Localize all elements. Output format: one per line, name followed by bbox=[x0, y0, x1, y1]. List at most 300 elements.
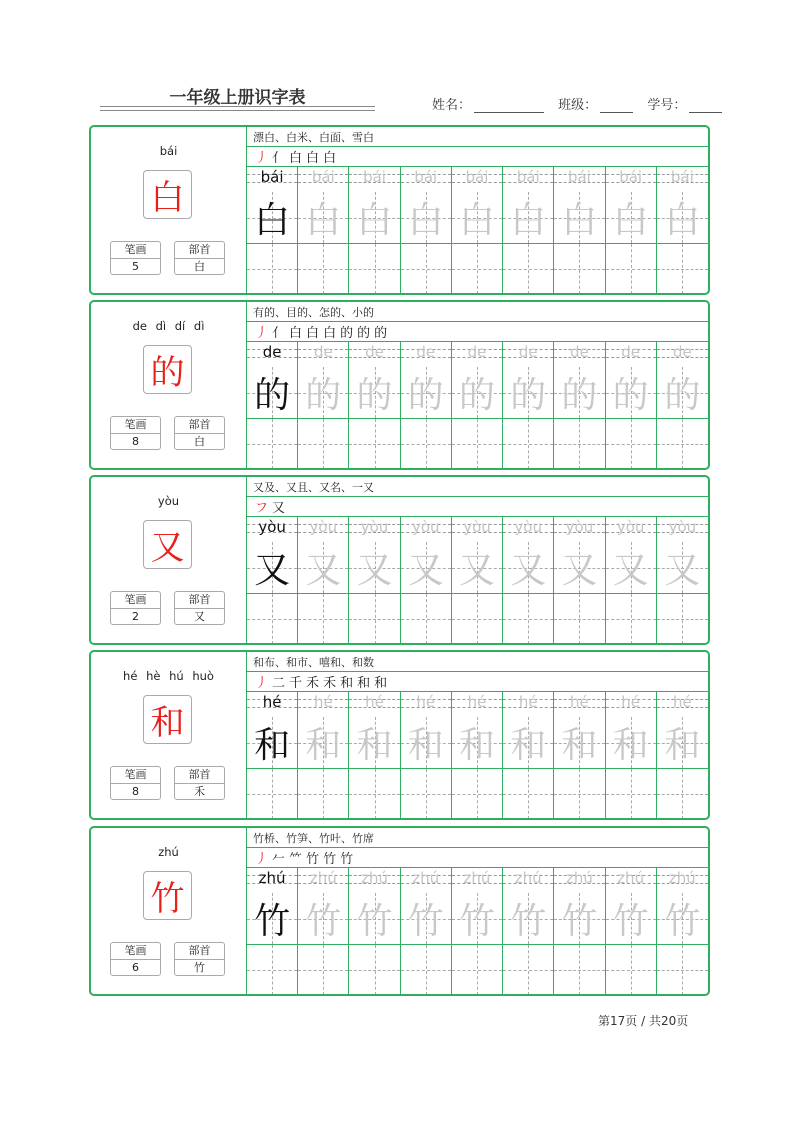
pinyin-cell[interactable] bbox=[657, 341, 708, 366]
practice-panel bbox=[247, 302, 708, 468]
radical-value: 禾 bbox=[194, 785, 205, 798]
pinyin-cell[interactable] bbox=[606, 867, 656, 892]
writing-grid bbox=[247, 166, 708, 294]
grid-column bbox=[349, 341, 400, 469]
tianzige-empty-cell[interactable] bbox=[452, 944, 502, 995]
radical-box bbox=[174, 942, 225, 976]
pinyin-text: zhú bbox=[617, 869, 645, 887]
radical-box bbox=[174, 416, 225, 450]
card-info-panel bbox=[91, 828, 247, 994]
tianzige-empty-cell[interactable] bbox=[554, 243, 604, 294]
tianzige-cell[interactable] bbox=[657, 893, 708, 944]
tianzige-empty-cell[interactable] bbox=[247, 418, 297, 469]
pinyin-cell[interactable] bbox=[452, 166, 502, 191]
tianzige-cell[interactable] bbox=[606, 192, 656, 243]
tianzige-cell[interactable] bbox=[401, 192, 451, 243]
tianzige-cell[interactable] bbox=[401, 542, 451, 593]
pinyin-cell[interactable] bbox=[606, 166, 656, 191]
tianzige-cell[interactable] bbox=[452, 893, 502, 944]
pinyin-cell[interactable] bbox=[606, 341, 656, 366]
pinyin-text: yòu bbox=[668, 518, 697, 536]
class-field[interactable] bbox=[558, 94, 633, 113]
stroke-count-value: 8 bbox=[132, 435, 139, 448]
char-card-3 bbox=[89, 650, 710, 820]
card-info-panel bbox=[91, 127, 247, 293]
grid-column bbox=[349, 867, 400, 995]
stroke-count-label: 笔画 bbox=[111, 242, 160, 259]
grid-column bbox=[452, 516, 503, 644]
stroke-step: 白 bbox=[306, 326, 320, 341]
example-words: 有的、目的、怎的、小的 bbox=[253, 306, 374, 319]
pinyin-text: de bbox=[365, 343, 384, 361]
tianzige-empty-cell[interactable] bbox=[349, 418, 399, 469]
radical-label: 部首 bbox=[175, 242, 224, 259]
stroke-order-row bbox=[255, 849, 353, 866]
tianzige-empty-cell[interactable] bbox=[554, 768, 604, 819]
stroke-step: 又 bbox=[272, 501, 286, 516]
pinyin-cell[interactable] bbox=[247, 516, 297, 541]
trace-character: 的 bbox=[510, 375, 547, 416]
tianzige-empty-cell[interactable] bbox=[554, 944, 604, 995]
char-pinyin-readings: yòu bbox=[157, 494, 180, 508]
tianzige-cell[interactable] bbox=[401, 717, 451, 768]
grid-column bbox=[657, 691, 708, 819]
main-character: 又 bbox=[143, 520, 192, 569]
radical-label: 部首 bbox=[175, 592, 224, 609]
stroke-order-row bbox=[255, 498, 285, 515]
tianzige-cell[interactable] bbox=[452, 717, 502, 768]
stroke-step: 丿 bbox=[255, 326, 269, 341]
tianzige-empty-cell[interactable] bbox=[606, 768, 656, 819]
trace-character: 竹 bbox=[407, 901, 444, 942]
pinyin-text: de bbox=[570, 343, 589, 361]
stroke-step: 的 bbox=[374, 326, 388, 341]
pinyin-text: zhú bbox=[412, 869, 440, 887]
char-card-2 bbox=[89, 475, 710, 645]
trace-character: 的 bbox=[305, 375, 342, 416]
page-title: 一年级上册识字表 bbox=[169, 88, 306, 108]
radical-value: 竹 bbox=[194, 961, 205, 974]
tianzige-empty-cell[interactable] bbox=[606, 944, 656, 995]
grid-column bbox=[298, 516, 349, 644]
pinyin-text: zhú bbox=[361, 869, 388, 887]
tianzige-cell[interactable] bbox=[554, 542, 604, 593]
stroke-step: 和 bbox=[357, 676, 371, 691]
tianzige-cell[interactable] bbox=[554, 893, 604, 944]
pinyin-cell[interactable] bbox=[349, 691, 399, 716]
stroke-step: 禾 bbox=[306, 676, 320, 691]
stroke-count-value: 6 bbox=[132, 961, 139, 974]
tianzige-cell[interactable] bbox=[298, 542, 348, 593]
tianzige-cell[interactable] bbox=[657, 542, 708, 593]
pinyin-cell[interactable] bbox=[503, 691, 553, 716]
radical-value: 又 bbox=[194, 610, 205, 623]
grid-column bbox=[606, 166, 657, 294]
practice-panel bbox=[247, 127, 708, 293]
trace-character: 又 bbox=[561, 550, 598, 591]
tianzige-empty-cell[interactable] bbox=[247, 593, 297, 644]
tianzige-cell[interactable] bbox=[503, 717, 553, 768]
stroke-step: 丿 bbox=[255, 852, 269, 867]
tianzige-cell[interactable] bbox=[247, 717, 297, 768]
writing-grid bbox=[247, 691, 708, 819]
stroke-step: 亻 bbox=[272, 326, 286, 341]
grid-column bbox=[401, 691, 452, 819]
char-card-0 bbox=[89, 125, 710, 295]
tianzige-empty-cell[interactable] bbox=[503, 243, 553, 294]
pinyin-text: zhú bbox=[514, 869, 542, 887]
pinyin-text: zhú bbox=[668, 869, 696, 887]
grid-column bbox=[401, 166, 452, 294]
tianzige-cell[interactable] bbox=[657, 367, 708, 418]
trace-character: 又 bbox=[510, 550, 547, 591]
trace-character: 的 bbox=[356, 375, 393, 416]
stroke-step: 和 bbox=[340, 676, 354, 691]
pinyin-cell[interactable] bbox=[349, 166, 399, 191]
pinyin-text: hé bbox=[570, 693, 589, 711]
example-words: 又及、又且、又名、一又 bbox=[253, 481, 374, 494]
pinyin-cell[interactable] bbox=[298, 516, 348, 541]
grid-column bbox=[247, 867, 298, 995]
tianzige-empty-cell[interactable] bbox=[298, 768, 348, 819]
grid-column bbox=[247, 166, 298, 294]
number-blank[interactable] bbox=[689, 99, 722, 113]
stroke-step: 白 bbox=[323, 151, 337, 166]
pinyin-cell[interactable] bbox=[401, 516, 451, 541]
main-character: 的 bbox=[143, 345, 192, 394]
grid-column bbox=[554, 341, 605, 469]
pinyin-cell[interactable] bbox=[503, 867, 553, 892]
tianzige-cell[interactable] bbox=[247, 367, 297, 418]
tianzige-cell[interactable] bbox=[606, 893, 656, 944]
pinyin-text: hé bbox=[621, 693, 641, 711]
grid-column bbox=[452, 691, 503, 819]
trace-character: 又 bbox=[254, 550, 291, 591]
tianzige-empty-cell[interactable] bbox=[554, 593, 604, 644]
pinyin-cell[interactable] bbox=[554, 516, 604, 541]
trace-character: 白 bbox=[510, 200, 547, 241]
tianzige-empty-cell[interactable] bbox=[503, 768, 553, 819]
tianzige-empty-cell[interactable] bbox=[452, 418, 502, 469]
char-pinyin-readings: hé hè hú huò bbox=[123, 669, 214, 683]
grid-column bbox=[554, 516, 605, 644]
tianzige-cell[interactable] bbox=[503, 542, 553, 593]
pinyin-cell[interactable] bbox=[298, 867, 348, 892]
example-words: 漂白、白米、白面、雪白 bbox=[253, 131, 374, 144]
pinyin-text: yòu bbox=[463, 518, 491, 536]
tianzige-empty-cell[interactable] bbox=[247, 243, 297, 294]
pinyin-cell[interactable] bbox=[298, 166, 348, 191]
pinyin-cell[interactable] bbox=[657, 516, 708, 541]
trace-character: 和 bbox=[612, 725, 649, 766]
trace-character: 竹 bbox=[664, 901, 701, 942]
stroke-step: 禾 bbox=[323, 676, 337, 691]
tianzige-empty-cell[interactable] bbox=[401, 593, 451, 644]
tianzige-empty-cell[interactable] bbox=[349, 944, 399, 995]
pinyin-cell[interactable] bbox=[606, 691, 656, 716]
tianzige-cell[interactable] bbox=[606, 367, 656, 418]
trace-character: 又 bbox=[664, 550, 701, 591]
trace-character: 又 bbox=[458, 550, 495, 591]
practice-panel bbox=[247, 828, 708, 994]
name-label: 姓名： bbox=[432, 98, 472, 113]
pinyin-text: zhú bbox=[565, 869, 593, 887]
radical-box bbox=[174, 591, 225, 625]
tianzige-cell[interactable] bbox=[298, 192, 348, 243]
pinyin-cell[interactable] bbox=[452, 691, 502, 716]
pinyin-text: bái bbox=[619, 168, 643, 186]
stroke-order-row bbox=[255, 673, 387, 690]
trace-character: 竹 bbox=[305, 901, 342, 942]
pinyin-text: hé bbox=[313, 693, 333, 711]
stroke-step: 的 bbox=[357, 326, 371, 341]
pinyin-text: hé bbox=[416, 693, 436, 711]
pinyin-cell[interactable] bbox=[401, 867, 451, 892]
tianzige-empty-cell[interactable] bbox=[401, 768, 451, 819]
grid-column bbox=[349, 166, 400, 294]
stroke-count-value: 5 bbox=[132, 260, 139, 273]
radical-label: 部首 bbox=[175, 417, 224, 434]
pinyin-text: yòu bbox=[411, 518, 440, 536]
tianzige-cell[interactable] bbox=[298, 893, 348, 944]
stroke-step: フ bbox=[255, 501, 269, 516]
grid-column bbox=[657, 341, 708, 469]
stroke-count-label: 笔画 bbox=[111, 592, 160, 609]
pinyin-cell[interactable] bbox=[503, 166, 553, 191]
tianzige-cell[interactable] bbox=[452, 542, 502, 593]
pinyin-cell[interactable] bbox=[247, 867, 297, 892]
trace-character: 竹 bbox=[561, 901, 598, 942]
pinyin-cell[interactable] bbox=[554, 166, 604, 191]
pinyin-cell[interactable] bbox=[349, 867, 399, 892]
pinyin-cell[interactable] bbox=[452, 341, 502, 366]
tianzige-empty-cell[interactable] bbox=[452, 593, 502, 644]
grid-column bbox=[503, 867, 554, 995]
tianzige-empty-cell[interactable] bbox=[452, 768, 502, 819]
grid-column bbox=[247, 341, 298, 469]
trace-character: 和 bbox=[254, 725, 291, 766]
pinyin-text: de bbox=[672, 343, 692, 361]
tianzige-cell[interactable] bbox=[349, 717, 399, 768]
tianzige-cell[interactable] bbox=[298, 367, 348, 418]
title-rule-bottom bbox=[100, 110, 375, 111]
pinyin-cell[interactable] bbox=[247, 691, 297, 716]
pinyin-cell[interactable] bbox=[452, 867, 502, 892]
tianzige-empty-cell[interactable] bbox=[401, 243, 451, 294]
trace-character: 和 bbox=[561, 725, 598, 766]
pinyin-text: hé bbox=[467, 693, 487, 711]
pinyin-text: hé bbox=[672, 693, 692, 711]
tianzige-cell[interactable] bbox=[554, 367, 604, 418]
card-info-panel bbox=[91, 302, 247, 468]
stroke-step: 白 bbox=[323, 326, 337, 341]
pinyin-cell[interactable] bbox=[349, 341, 399, 366]
tianzige-empty-cell[interactable] bbox=[298, 243, 348, 294]
stroke-step: 和 bbox=[374, 676, 388, 691]
tianzige-empty-cell[interactable] bbox=[349, 768, 399, 819]
grid-column bbox=[401, 867, 452, 995]
number-field[interactable] bbox=[647, 94, 722, 113]
trace-character: 又 bbox=[356, 550, 393, 591]
tianzige-cell[interactable] bbox=[657, 717, 708, 768]
grid-column bbox=[503, 516, 554, 644]
name-blank[interactable] bbox=[474, 99, 544, 113]
pinyin-cell[interactable] bbox=[554, 341, 604, 366]
tianzige-empty-cell[interactable] bbox=[657, 768, 708, 819]
tianzige-cell[interactable] bbox=[554, 717, 604, 768]
writing-grid bbox=[247, 867, 708, 995]
tianzige-cell[interactable] bbox=[247, 893, 297, 944]
pinyin-cell[interactable] bbox=[554, 691, 604, 716]
tianzige-cell[interactable] bbox=[503, 893, 553, 944]
char-pinyin-readings: zhú bbox=[158, 845, 179, 859]
tianzige-empty-cell[interactable] bbox=[657, 593, 708, 644]
grid-column bbox=[554, 691, 605, 819]
tianzige-empty-cell[interactable] bbox=[298, 418, 348, 469]
tianzige-cell[interactable] bbox=[349, 893, 399, 944]
trace-character: 又 bbox=[305, 550, 342, 591]
tianzige-cell[interactable] bbox=[349, 542, 399, 593]
trace-character: 的 bbox=[458, 375, 495, 416]
trace-character: 白 bbox=[407, 200, 444, 241]
pinyin-text: bái bbox=[567, 168, 591, 186]
tianzige-cell[interactable] bbox=[657, 192, 708, 243]
grid-column bbox=[298, 341, 349, 469]
trace-character: 竹 bbox=[612, 901, 649, 942]
tianzige-cell[interactable] bbox=[503, 192, 553, 243]
tianzige-empty-cell[interactable] bbox=[657, 243, 708, 294]
pinyin-text: bái bbox=[670, 168, 694, 186]
pinyin-text: yòu bbox=[514, 518, 542, 536]
pinyin-cell[interactable] bbox=[349, 516, 399, 541]
trace-character: 白 bbox=[664, 200, 701, 241]
name-field[interactable] bbox=[432, 94, 544, 113]
tianzige-empty-cell[interactable] bbox=[606, 593, 656, 644]
tianzige-empty-cell[interactable] bbox=[606, 243, 656, 294]
trace-character: 的 bbox=[561, 375, 598, 416]
trace-character: 白 bbox=[458, 200, 495, 241]
main-character: 白 bbox=[143, 170, 192, 219]
tianzige-empty-cell[interactable] bbox=[554, 418, 604, 469]
trace-character: 白 bbox=[356, 200, 393, 241]
pinyin-cell[interactable] bbox=[298, 341, 348, 366]
stroke-count-box bbox=[110, 591, 161, 625]
pinyin-cell[interactable] bbox=[606, 516, 656, 541]
tianzige-empty-cell[interactable] bbox=[401, 418, 451, 469]
pinyin-cell[interactable] bbox=[247, 166, 297, 191]
practice-panel bbox=[247, 652, 708, 818]
tianzige-empty-cell[interactable] bbox=[503, 593, 553, 644]
pinyin-cell[interactable] bbox=[298, 691, 348, 716]
class-blank[interactable] bbox=[600, 99, 633, 113]
number-label: 学号： bbox=[647, 98, 687, 113]
tianzige-empty-cell[interactable] bbox=[401, 944, 451, 995]
tianzige-cell[interactable] bbox=[349, 192, 399, 243]
tianzige-cell[interactable] bbox=[298, 717, 348, 768]
pinyin-cell[interactable] bbox=[452, 516, 502, 541]
tianzige-empty-cell[interactable] bbox=[298, 944, 348, 995]
trace-character: 和 bbox=[458, 725, 495, 766]
tianzige-empty-cell[interactable] bbox=[503, 944, 553, 995]
pinyin-cell[interactable] bbox=[401, 341, 451, 366]
tianzige-empty-cell[interactable] bbox=[247, 768, 297, 819]
stroke-step: 丿 bbox=[255, 676, 269, 691]
stroke-count-label: 笔画 bbox=[111, 943, 160, 960]
tianzige-cell[interactable] bbox=[247, 542, 297, 593]
grid-column bbox=[452, 867, 503, 995]
trace-character: 的 bbox=[407, 375, 444, 416]
char-pinyin-readings: de dì dí dì bbox=[132, 319, 205, 333]
stroke-order-row bbox=[255, 323, 387, 340]
stroke-order-row bbox=[255, 148, 336, 165]
tianzige-cell[interactable] bbox=[452, 192, 502, 243]
tianzige-cell[interactable] bbox=[401, 893, 451, 944]
tianzige-empty-cell[interactable] bbox=[349, 593, 399, 644]
pinyin-text: yòu bbox=[258, 518, 286, 536]
tianzige-cell[interactable] bbox=[247, 192, 297, 243]
tianzige-empty-cell[interactable] bbox=[298, 593, 348, 644]
tianzige-cell[interactable] bbox=[349, 367, 399, 418]
tianzige-empty-cell[interactable] bbox=[452, 243, 502, 294]
tianzige-cell[interactable] bbox=[606, 542, 656, 593]
pinyin-cell[interactable] bbox=[401, 691, 451, 716]
pinyin-text: bái bbox=[414, 168, 438, 186]
stroke-step: 竹 bbox=[323, 852, 337, 867]
tianzige-empty-cell[interactable] bbox=[503, 418, 553, 469]
grid-column bbox=[349, 691, 400, 819]
pinyin-cell[interactable] bbox=[503, 341, 553, 366]
tianzige-cell[interactable] bbox=[503, 367, 553, 418]
char-card-1 bbox=[89, 300, 710, 470]
trace-character: 竹 bbox=[356, 901, 393, 942]
trace-character: 白 bbox=[612, 200, 649, 241]
grid-column bbox=[503, 691, 554, 819]
trace-character: 白 bbox=[305, 200, 342, 241]
grid-column bbox=[247, 516, 298, 644]
pinyin-cell[interactable] bbox=[554, 867, 604, 892]
pinyin-cell[interactable] bbox=[657, 691, 708, 716]
trace-character: 白 bbox=[254, 200, 291, 241]
tianzige-empty-cell[interactable] bbox=[606, 418, 656, 469]
trace-character: 的 bbox=[612, 375, 649, 416]
pinyin-cell[interactable] bbox=[657, 867, 708, 892]
pinyin-text: hé bbox=[365, 693, 384, 711]
tianzige-cell[interactable] bbox=[554, 192, 604, 243]
tianzige-cell[interactable] bbox=[401, 367, 451, 418]
pinyin-cell[interactable] bbox=[401, 166, 451, 191]
tianzige-cell[interactable] bbox=[606, 717, 656, 768]
writing-grid bbox=[247, 516, 708, 644]
tianzige-empty-cell[interactable] bbox=[657, 418, 708, 469]
pinyin-cell[interactable] bbox=[247, 341, 297, 366]
title-rule-top bbox=[100, 106, 375, 107]
tianzige-cell[interactable] bbox=[452, 367, 502, 418]
stroke-step: 白 bbox=[306, 151, 320, 166]
card-info-panel bbox=[91, 477, 247, 643]
pinyin-text: yòu bbox=[360, 518, 389, 536]
trace-character: 和 bbox=[305, 725, 342, 766]
tianzige-empty-cell[interactable] bbox=[247, 944, 297, 995]
tianzige-empty-cell[interactable] bbox=[657, 944, 708, 995]
pinyin-cell[interactable] bbox=[503, 516, 553, 541]
grid-column bbox=[247, 691, 298, 819]
example-words: 和布、和市、嘻和、和数 bbox=[253, 656, 374, 669]
tianzige-empty-cell[interactable] bbox=[349, 243, 399, 294]
pinyin-cell[interactable] bbox=[657, 166, 708, 191]
pinyin-text: bái bbox=[465, 168, 489, 186]
stroke-step: 𠂉 bbox=[272, 852, 286, 867]
writing-grid bbox=[247, 341, 708, 469]
